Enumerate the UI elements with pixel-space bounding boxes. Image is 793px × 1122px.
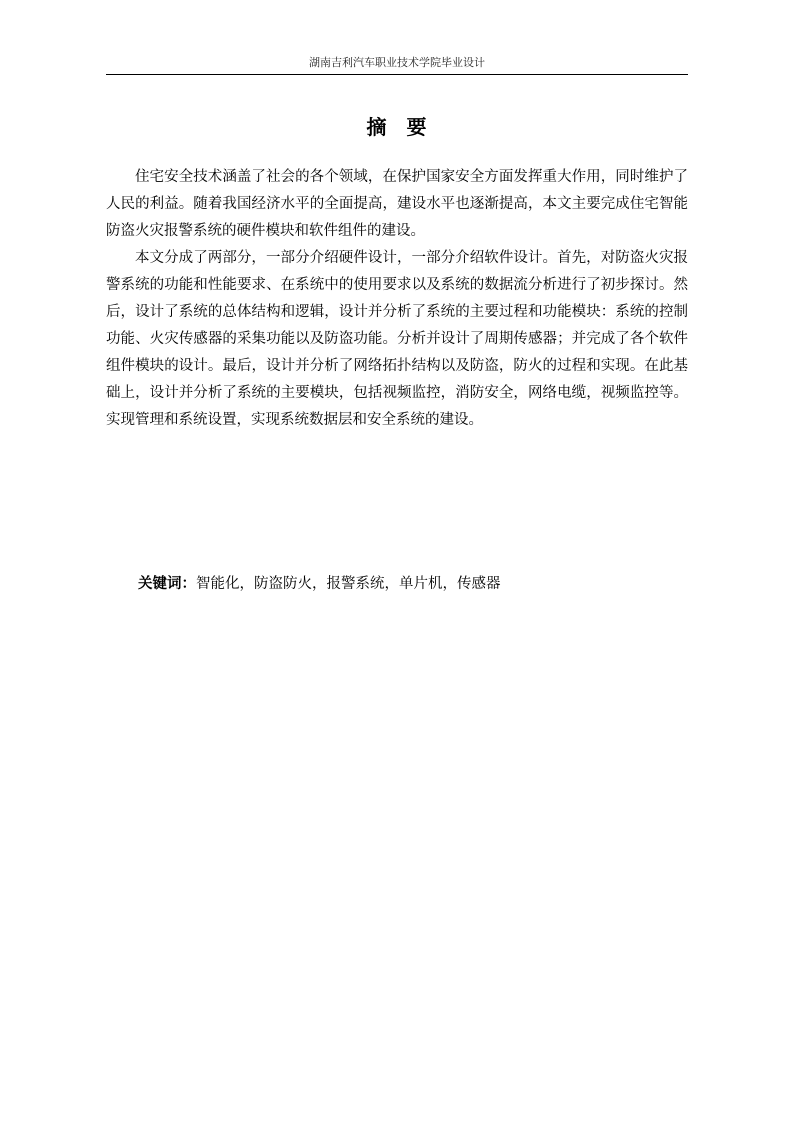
page-header (106, 52, 688, 75)
keywords-text: 智能化，防盗防火，报警系统，单片机，传感器 (196, 576, 501, 592)
abstract-paragraph-1: 住宅安全技术涵盖了社会的各个领域，在保护国家安全方面发挥重大作用，同时维护了人民的利益。随着我国经济水平的全面提高，建设水平也逐渐提高，本文主要完成住宅智能防盗火灾报警系统的硬件模块和软件组件的建设。 (106, 169, 688, 239)
keywords-line (138, 570, 688, 598)
header-text: 湖南吉利汽车职业技术学院毕业设计 (309, 56, 485, 69)
keywords-label: 关键词： (138, 575, 196, 592)
abstract-body (106, 164, 688, 434)
abstract-title: 摘要 (366, 115, 447, 139)
abstract-paragraph-2: 本文分成了两部分，一部分介绍硬件设计，一部分介绍软件设计。首先，对防盗火灾报警系统的功能和性能要求、在系统中的使用要求以及系统的数据流分析进行了初步探讨。然后，设计了系统的总体结构和逻辑，设计并分析了系统的主要过程和功能模块：系统的控制功能、火灾传感器的采集功能以及防盗功能。分析并设计了周期传感器；并完成了各个软件组件模块的设计。最后，设计并分析了网络拓扑结构以及防盗，防火的过程和实现。在此基础上，设计并分析了系统的主要模块，包括视频监控，消防安全，网络电缆，视频监控等。实现管理和系统设置，实现系统数据层和安全系统的建设。 (106, 250, 688, 428)
